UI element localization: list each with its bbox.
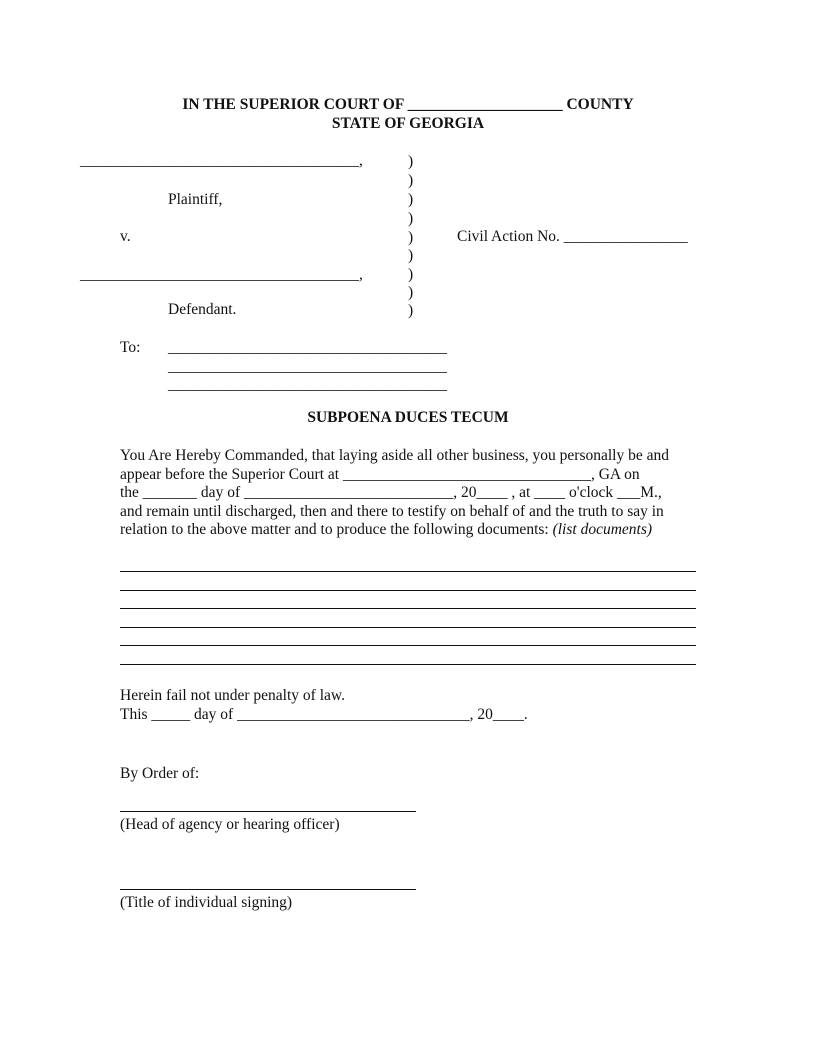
plaintiff-name-blank[interactable]: ____________________________________, (80, 152, 363, 169)
title-signature-caption: (Title of individual signing) (120, 894, 293, 911)
paren: ) (408, 284, 414, 301)
date-line[interactable]: This _____ day of ______________________________, 20____. (120, 706, 528, 723)
document-line-6[interactable] (120, 664, 696, 665)
document-line-1[interactable] (120, 571, 696, 572)
body-line-last (120, 520, 652, 539)
paren: ) (408, 266, 414, 283)
paren: ) (408, 153, 414, 170)
recipient-line-1[interactable]: ____________________________________ (168, 339, 447, 356)
paren: ) (408, 191, 414, 208)
body-line: and remain until discharged, then and there to testify on behalf of and the truth to say in (120, 503, 664, 520)
defendant-label: Defendant. (168, 301, 237, 318)
state-heading: STATE OF GEORGIA (331, 115, 485, 132)
versus-label: v. (120, 228, 131, 245)
document-line-3[interactable] (120, 608, 696, 609)
head-signature-line[interactable] (120, 811, 416, 812)
defendant-name-blank[interactable]: ____________________________________, (80, 266, 363, 283)
to-label: To: (120, 339, 141, 356)
subpoena-title: SUBPOENA DUCES TECUM (307, 409, 509, 426)
paren: ) (408, 172, 414, 189)
head-signature-caption: (Head of agency or hearing officer) (120, 816, 340, 833)
document-line-5[interactable] (120, 645, 696, 646)
plaintiff-label: Plaintiff, (168, 191, 223, 208)
civil-action-number[interactable]: Civil Action No. ________________ (457, 228, 688, 245)
document-line-2[interactable] (120, 590, 696, 591)
body-last-text: relation to the above matter and to produce the following documents: (120, 521, 553, 538)
by-order-label: By Order of: (120, 765, 200, 782)
paren: ) (408, 229, 414, 246)
title-signature-line[interactable] (120, 889, 416, 890)
document-line-4[interactable] (120, 627, 696, 628)
recipient-line-3[interactable]: ____________________________________ (168, 376, 447, 393)
list-documents-hint: (list documents) (552, 521, 653, 538)
paren: ) (408, 210, 414, 227)
paren: ) (408, 247, 414, 264)
body-line: You Are Hereby Commanded, that laying aside all other business, you personally be and (120, 447, 670, 464)
body-line: appear before the Superior Court at ________________________________, GA on (120, 466, 640, 483)
recipient-line-2[interactable]: ____________________________________ (168, 358, 447, 375)
court-heading: IN THE SUPERIOR COURT OF ____________________ COUNTY (182, 96, 634, 113)
paren: ) (408, 302, 414, 319)
fail-not-text: Herein fail not under penalty of law. (120, 687, 345, 704)
body-line: the _______ day of ___________________________, 20____ , at ____ o'clock ___M., (120, 484, 662, 501)
